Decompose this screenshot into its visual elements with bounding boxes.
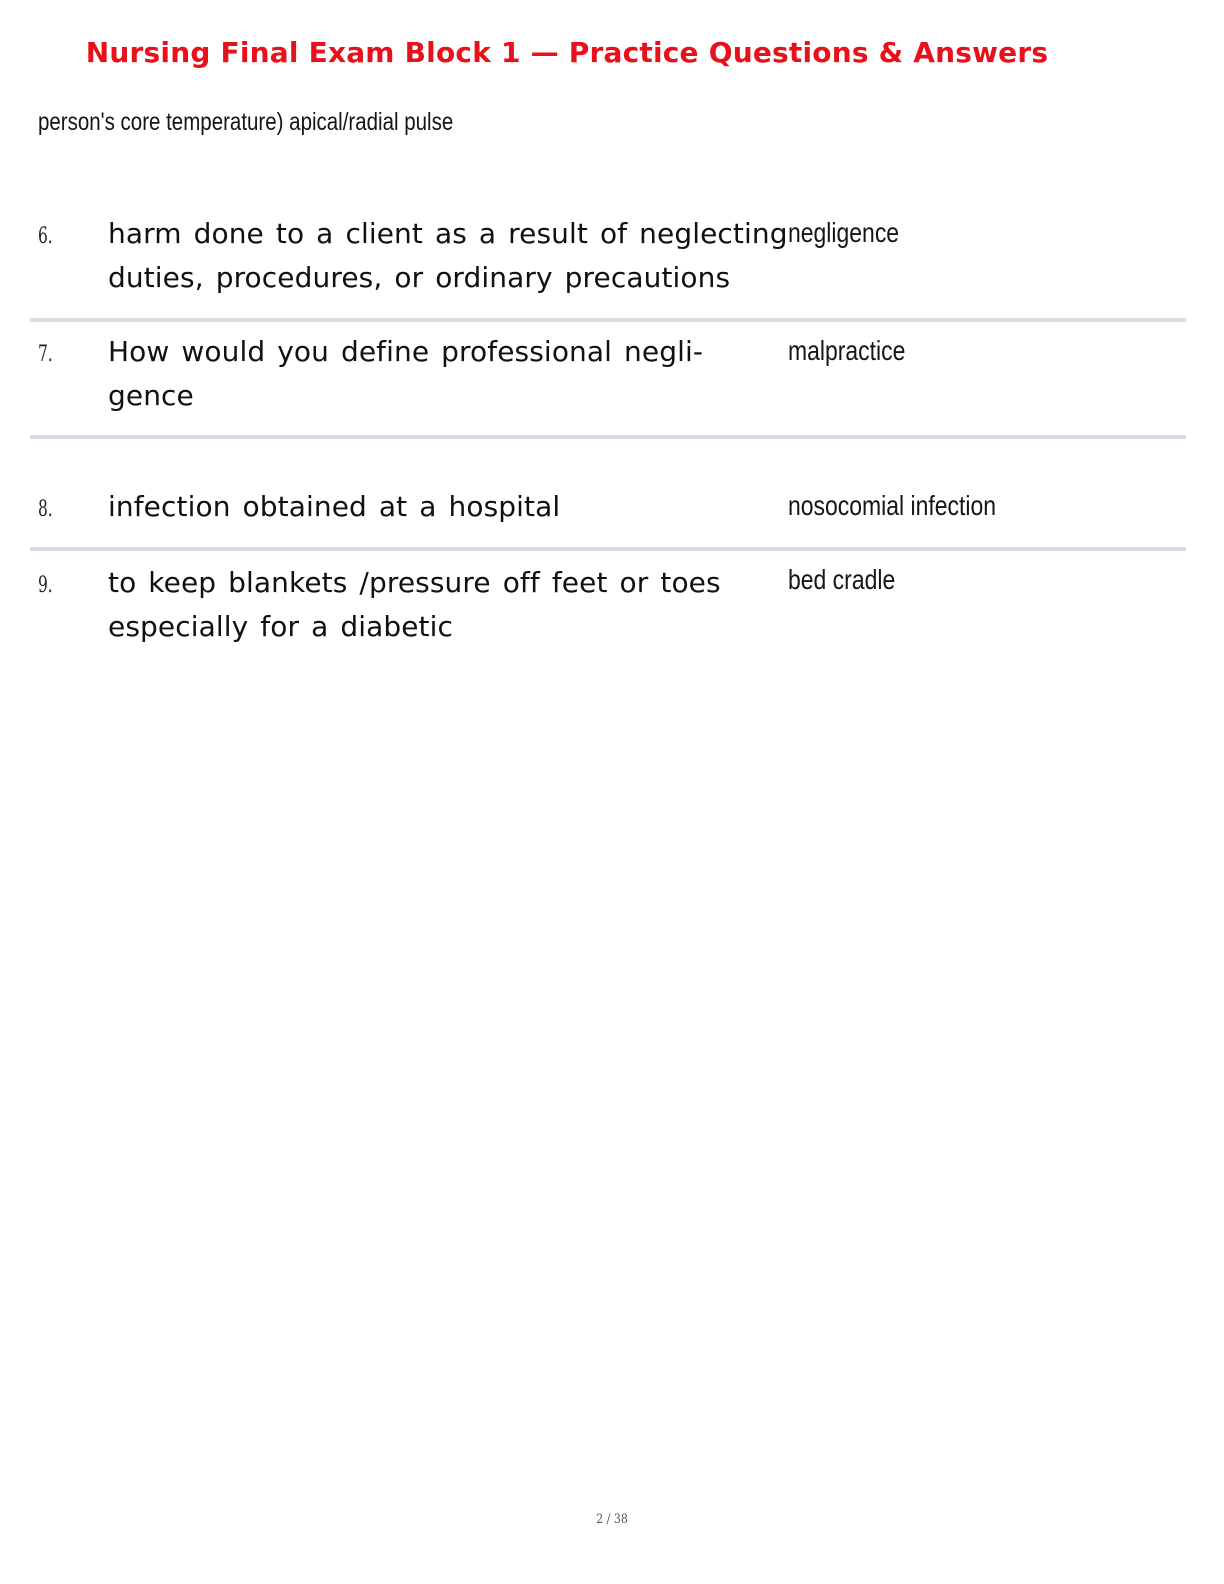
item-number: 6. [38, 224, 53, 249]
page-indicator: 2 / 38 [596, 1512, 628, 1527]
divider [30, 318, 1186, 322]
question-line: infection obtained at a hospital [108, 490, 561, 523]
answer-text: bed cradle [788, 564, 896, 595]
question-text [108, 212, 788, 300]
question-text [108, 561, 788, 649]
question-text [108, 330, 788, 418]
question-line: harm done to a client as a result of neglecting [108, 217, 788, 250]
item-number: 7. [38, 342, 53, 367]
page-title: Nursing Final Exam Block 1 — Practice Questions & Answers [85, 36, 1049, 69]
continued-answer-text: person's core temperature) apical/radial pulse [38, 108, 454, 136]
question-line: How would you define professional negli- [108, 335, 704, 368]
question-line: especially for a diabetic [108, 610, 453, 643]
question-line: duties, procedures, or ordinary precautions [108, 261, 731, 294]
divider [30, 435, 1186, 439]
question-line: gence [108, 379, 194, 412]
answer-text: negligence [788, 217, 900, 248]
question-line: to keep blankets /pressure off feet or toes [108, 566, 721, 599]
answer-text: nosocomial infection [788, 490, 997, 521]
question-text [108, 485, 788, 529]
answer-text: malpractice [788, 335, 906, 366]
item-number: 9. [38, 573, 53, 598]
item-number: 8. [38, 497, 53, 522]
divider [30, 547, 1186, 551]
